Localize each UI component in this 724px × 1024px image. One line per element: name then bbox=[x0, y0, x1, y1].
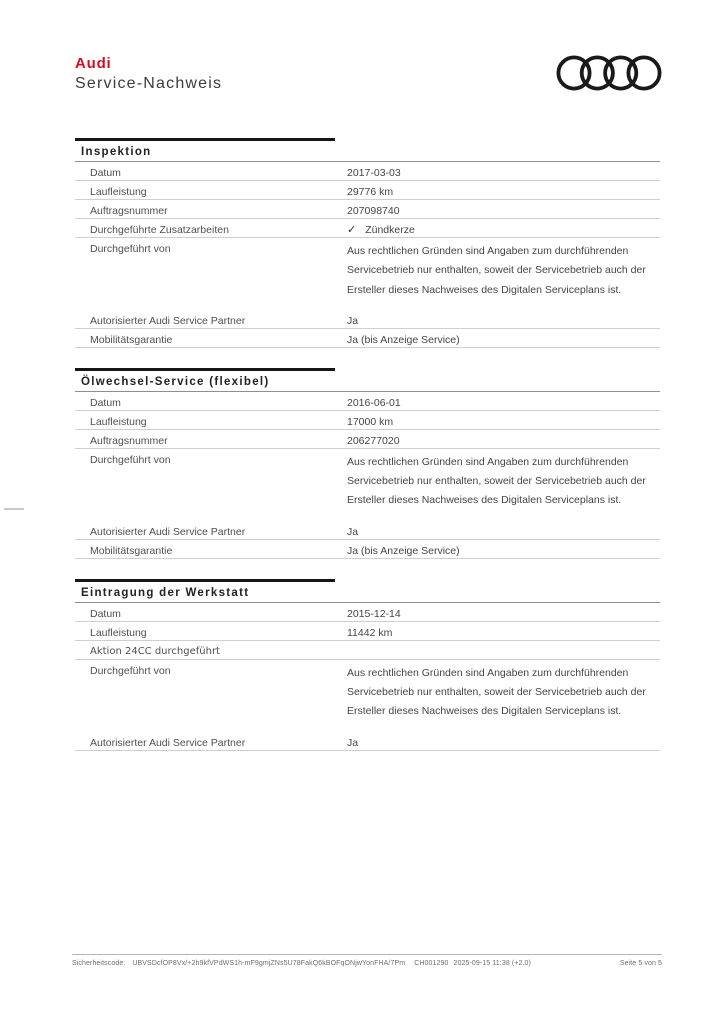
row-label: Auftragsnummer bbox=[90, 205, 168, 217]
section-title: Ölwechsel-Service (flexibel) bbox=[75, 371, 660, 392]
legal-text-line: Servicebetrieb nur enthalten, soweit der Servicebetrieb auch der bbox=[347, 264, 646, 277]
table-row bbox=[75, 540, 660, 559]
row-label: Autorisierter Audi Service Partner bbox=[90, 736, 246, 749]
row-value-text: Zündkerze bbox=[365, 224, 415, 236]
row-label: Aktion 24CC durchgeführt bbox=[90, 645, 220, 657]
page-title: Service-Nachweis bbox=[75, 75, 223, 92]
row-label: Durchgeführt von bbox=[90, 453, 171, 466]
service-section bbox=[75, 368, 660, 559]
row-value bbox=[347, 242, 660, 300]
table-row bbox=[75, 329, 660, 348]
row-value-text: Ja (bis Anzeige Service) bbox=[347, 333, 460, 346]
row-value bbox=[347, 453, 660, 511]
row-value bbox=[347, 396, 660, 410]
table-row bbox=[75, 430, 660, 449]
row-label: Datum bbox=[90, 396, 121, 409]
table-row bbox=[75, 200, 660, 219]
document-header bbox=[0, 0, 724, 95]
row-label: Autorisierter Audi Service Partner bbox=[90, 314, 246, 327]
row-value bbox=[347, 314, 660, 328]
section-title: Inspektion bbox=[75, 141, 660, 162]
table-row bbox=[75, 660, 660, 732]
legal-text-line: Servicebetrieb nur enthalten, soweit der Servicebetrieb auch der bbox=[347, 475, 646, 488]
row-value bbox=[347, 415, 660, 429]
brand-name: Audi bbox=[75, 55, 112, 72]
legal-text-line: Ersteller dieses Nachweises des Digitalen Serviceplans ist. bbox=[347, 283, 622, 296]
security-code-value: UBVSDcfOP8Vx/+2h9kfVPdWS1h-mF9gmjZNs5U78FakQ6kBOFqONjwYonFHA/7Pm bbox=[132, 960, 406, 967]
row-value bbox=[347, 185, 660, 199]
table-row bbox=[75, 219, 660, 238]
legal-text-line: Aus rechtlichen Gründen sind Angaben zum durchführenden bbox=[347, 455, 629, 468]
table-row bbox=[75, 603, 660, 622]
legal-text-line: Servicebetrieb nur enthalten, soweit der Servicebetrieb auch der bbox=[347, 686, 646, 699]
table-row bbox=[75, 732, 660, 751]
row-label: Laufleistung bbox=[90, 626, 147, 639]
row-value bbox=[347, 736, 660, 750]
row-value-text: 17000 km bbox=[347, 415, 394, 428]
legal-text-line: Aus rechtlichen Gründen sind Angaben zum durchführenden bbox=[347, 666, 629, 679]
document-footer bbox=[72, 954, 662, 967]
row-value bbox=[347, 333, 660, 347]
row-value-text: Ja bbox=[347, 736, 359, 749]
table-row bbox=[75, 622, 660, 641]
row-value-text: 2015-12-14 bbox=[347, 607, 401, 620]
checkmark-icon: ✓ bbox=[347, 224, 357, 236]
row-value-text: Ja (bis Anzeige Service) bbox=[347, 544, 460, 557]
table-row bbox=[75, 310, 660, 329]
row-value bbox=[347, 166, 660, 180]
row-value bbox=[347, 626, 660, 640]
row-value-text: 29776 km bbox=[347, 186, 394, 198]
legal-text-line: Aus rechtlichen Gründen sind Angaben zum durchführenden bbox=[347, 245, 629, 257]
row-value-text: 2017-03-03 bbox=[347, 167, 401, 179]
row-value-text: 11442 km bbox=[347, 626, 393, 639]
table-row bbox=[75, 449, 660, 521]
row-value bbox=[347, 544, 660, 558]
row-label: Durchgeführt von bbox=[90, 243, 171, 255]
row-label: Mobilitätsgarantie bbox=[90, 544, 173, 557]
row-value bbox=[347, 607, 660, 621]
row-label: Laufleistung bbox=[90, 415, 147, 428]
section-title: Eintragung der Werkstatt bbox=[75, 582, 660, 603]
table-row bbox=[75, 641, 660, 660]
row-label: Datum bbox=[90, 167, 121, 179]
service-section bbox=[75, 138, 660, 348]
row-value-text: 207098740 bbox=[347, 205, 400, 217]
sections-container bbox=[75, 138, 660, 751]
table-row bbox=[75, 238, 660, 310]
row-value bbox=[347, 434, 660, 448]
table-row bbox=[75, 411, 660, 430]
row-value-text: 206277020 bbox=[347, 434, 400, 447]
footer-timestamp: 2025-09-15 11:38 (+2.0) bbox=[453, 960, 531, 967]
table-row bbox=[75, 521, 660, 540]
row-value bbox=[347, 525, 660, 539]
row-label: Durchgeführt von bbox=[90, 664, 171, 677]
row-label: Autorisierter Audi Service Partner bbox=[90, 525, 246, 538]
row-label: Laufleistung bbox=[90, 186, 147, 198]
audi-rings-logo bbox=[556, 55, 662, 96]
row-value-text: Ja bbox=[347, 525, 359, 538]
table-row bbox=[75, 181, 660, 200]
page-number: Seite 5 von 5 bbox=[619, 960, 662, 967]
row-value bbox=[347, 664, 660, 722]
service-section bbox=[75, 579, 660, 751]
row-value-text: Ja bbox=[347, 314, 359, 327]
security-code-label: Sicherheitscode: bbox=[72, 960, 126, 967]
table-row bbox=[75, 392, 660, 411]
row-label: Mobilitätsgarantie bbox=[90, 333, 173, 346]
row-label: Durchgeführte Zusatzarbeiten bbox=[90, 224, 229, 236]
fold-mark bbox=[4, 508, 24, 510]
row-label: Datum bbox=[90, 607, 121, 620]
footer-security-info bbox=[72, 960, 531, 967]
legal-text-line: Ersteller dieses Nachweises des Digitalen Serviceplans ist. bbox=[347, 494, 622, 507]
row-value-text: 2016-06-01 bbox=[347, 396, 401, 409]
document-code: CH001290 bbox=[414, 960, 449, 967]
row-label: Auftragsnummer bbox=[90, 434, 168, 447]
table-row bbox=[75, 162, 660, 181]
row-value bbox=[347, 204, 660, 218]
legal-text-line: Ersteller dieses Nachweises des Digitalen Serviceplans ist. bbox=[347, 705, 622, 718]
row-value bbox=[347, 223, 660, 237]
